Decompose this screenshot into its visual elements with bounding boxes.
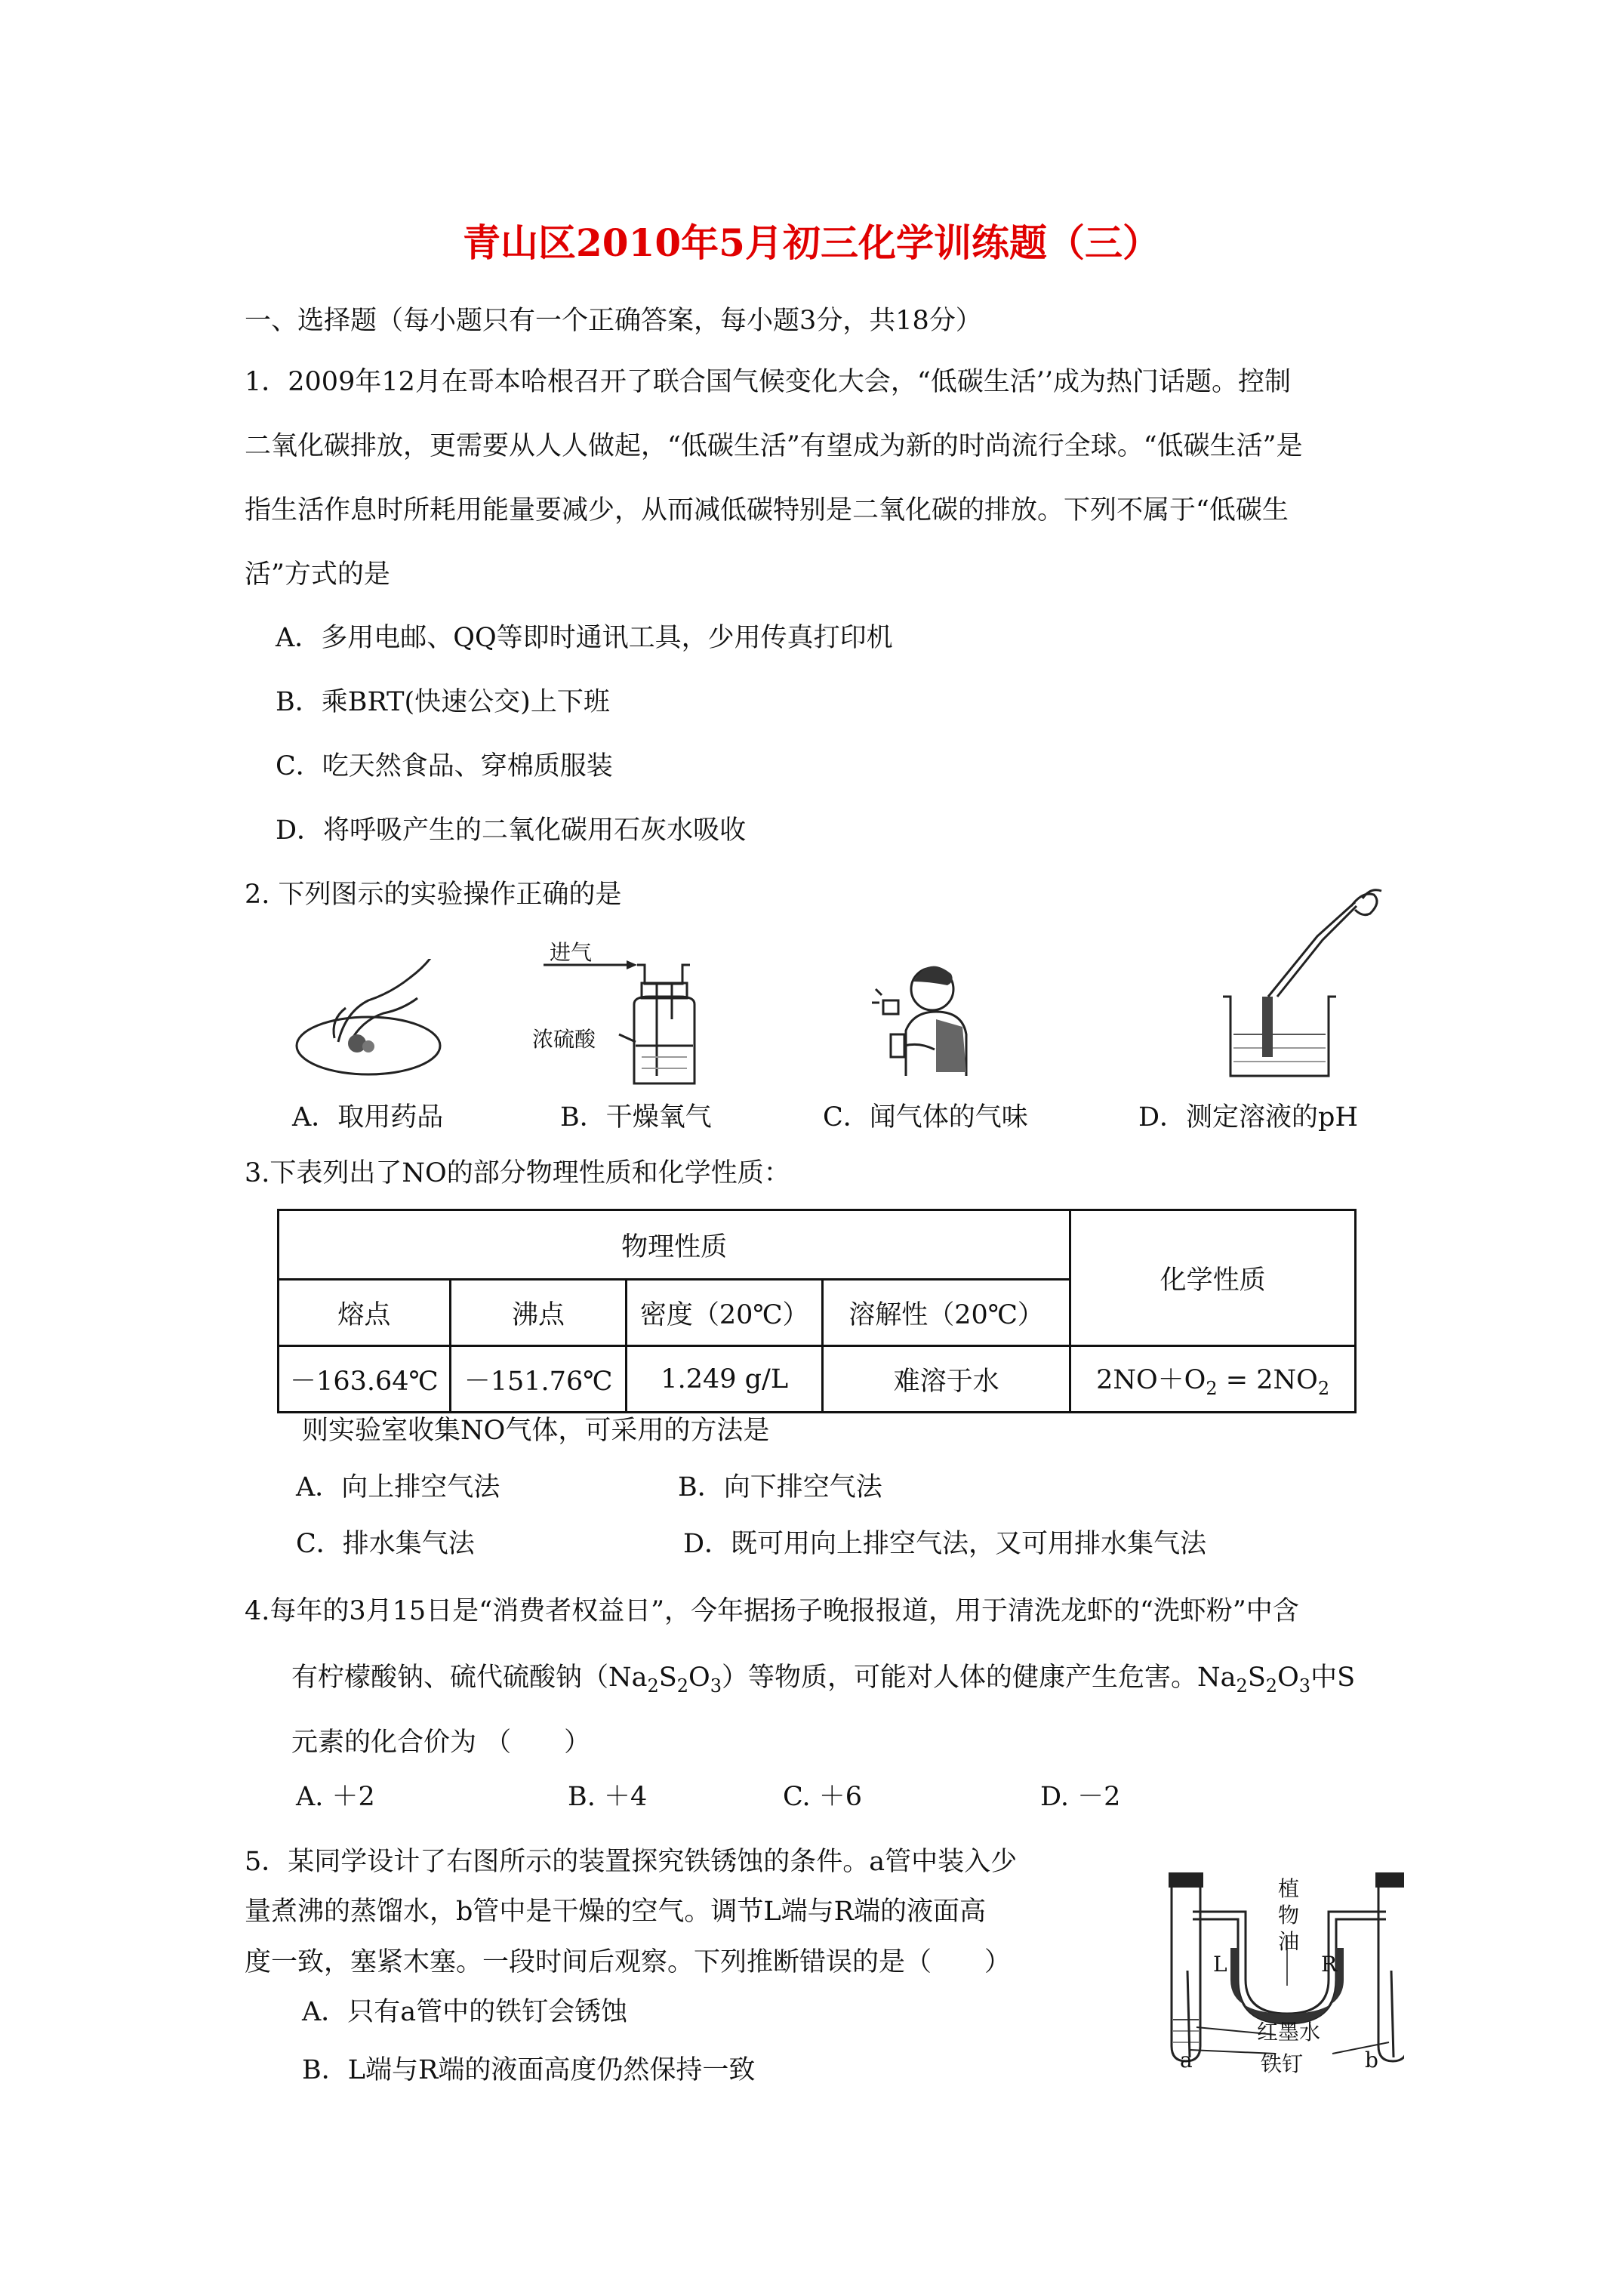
q1-option-b: B．乘BRT(快速公交)上下班 xyxy=(276,687,610,717)
page-title: 青山区2010年5月初三化学训练题（三） xyxy=(463,220,1160,265)
boiling-point-value: －151.76℃ xyxy=(450,1346,627,1413)
q5-line-1: 5．某同学设计了右图所示的装置探究铁锈蚀的条件。a管中装入少 xyxy=(245,1847,1018,1877)
oil-label-3: 油 xyxy=(1278,1929,1300,1954)
q4-line-1: 4.每年的3月15日是“消费者权益日”，今年据扬子晚报报道，用于清洗龙虾的“洗虾粉”中含 xyxy=(245,1596,1299,1626)
hand-taking-chemicals-figure xyxy=(293,959,451,1080)
q3-question: 则实验室收集NO气体，可采用的方法是 xyxy=(302,1416,770,1446)
q1-line-1: 1．2009年12月在哥本哈根召开了联合国气候变化大会，“低碳生活’’成为热门话题。控制 xyxy=(245,367,1292,397)
q2-option-b: B．干燥氧气 xyxy=(560,1102,712,1133)
oil-label-2: 物 xyxy=(1278,1903,1300,1928)
q2-stem: 2. 下列图示的实验操作正确的是 xyxy=(245,880,622,910)
q3-option-b: B．向下排空气法 xyxy=(678,1472,882,1502)
q4-option-d: D. －2 xyxy=(1040,1782,1121,1812)
q1-option-d: D．将呼吸产生的二氧化碳用石灰水吸收 xyxy=(276,815,747,846)
q2-option-c: C．闻气体的气味 xyxy=(823,1102,1028,1133)
q5-option-a: A．只有a管中的铁钉会锈蚀 xyxy=(302,1997,628,2027)
left-end-label: L xyxy=(1213,1952,1227,1977)
q1-line-3: 指生活作息时所耗用能量要减少，从而减低碳特别是二氧化碳的排放。下列不属于“低碳生 xyxy=(245,495,1289,525)
red-ink-label: 红墨水 xyxy=(1257,2020,1321,2045)
q4-option-c: C. ＋6 xyxy=(783,1782,863,1812)
tube-b-label: b xyxy=(1365,2048,1378,2073)
q1-line-2: 二氧化碳排放，更需要从人人做起，“低碳生活”有望成为新的时尚流行全球。“低碳生活”是 xyxy=(245,431,1303,461)
q4-line-3: 元素的化合价为 （ ） xyxy=(291,1727,591,1758)
reaction-equation: $2NO+O_2 = 2NO_2$ xyxy=(1070,1346,1356,1413)
solubility-value: 难溶于水 xyxy=(822,1346,1070,1413)
q4-option-b: B. ＋4 xyxy=(568,1782,648,1812)
q3-option-a: A．向上排空气法 xyxy=(296,1472,500,1502)
q3-stem: 3.下表列出了NO的部分物理性质和化学性质： xyxy=(245,1158,790,1188)
q3-option-d: D．既可用向上排空气法，又可用排水集气法 xyxy=(683,1529,1207,1559)
section-heading: 一、选择题（每小题只有一个正确答案，每小题3分，共18分） xyxy=(245,306,982,336)
q5-option-b: B．L端与R端的液面高度仍然保持一致 xyxy=(302,2055,756,2085)
q5-line-3: 度一致，塞紧木塞。一段时间后观察。下列推断错误的是（ ） xyxy=(245,1947,1012,1977)
density-header: 密度（20℃） xyxy=(627,1280,823,1346)
no-properties-table xyxy=(277,1209,1357,1413)
q2-option-a: A．取用药品 xyxy=(292,1102,444,1133)
oil-label-1: 植 xyxy=(1278,1876,1300,1901)
melting-point-value: －163.64℃ xyxy=(279,1346,451,1413)
q4-line-2: 有柠檬酸钠、硫代硫酸钠$(Na_2S_2O_3)$等物质，可能对人体的健康产生危害。$Na_2S_2O_3$中S xyxy=(291,1663,1356,1697)
nail-label: 铁钉 xyxy=(1261,2051,1304,2076)
physical-properties-header: 物理性质 xyxy=(279,1210,1070,1280)
acid-label: 浓硫酸 xyxy=(532,1027,596,1052)
smelling-gas-figure xyxy=(853,959,1004,1080)
q2-option-d: D．测定溶液的pH xyxy=(1138,1102,1358,1133)
chemical-properties-header: 化学性质 xyxy=(1070,1210,1356,1346)
solubility-header: 溶解性（20℃） xyxy=(822,1280,1070,1346)
density-value: 1.249 g/L xyxy=(627,1346,823,1413)
melting-point-header: 熔点 xyxy=(279,1280,451,1346)
q1-line-4: 活”方式的是 xyxy=(245,559,390,590)
q5-line-2: 量煮沸的蒸馏水，b管中是干燥的空气。调节L端与R端的液面高 xyxy=(245,1897,987,1927)
ph-test-beaker-figure xyxy=(1215,883,1397,1080)
q4-option-a: A. ＋2 xyxy=(296,1782,375,1812)
q1-option-a: A．多用电邮、QQ等即时通讯工具，少用传真打印机 xyxy=(276,623,893,653)
tube-a-label: a xyxy=(1180,2048,1193,2073)
q3-option-c: C．排水集气法 xyxy=(296,1529,475,1559)
q1-option-c: C．吃天然食品、穿棉质服装 xyxy=(276,751,613,781)
boiling-point-header: 沸点 xyxy=(450,1280,627,1346)
inlet-label: 进气 xyxy=(550,940,593,965)
right-end-label: R xyxy=(1321,1952,1338,1977)
